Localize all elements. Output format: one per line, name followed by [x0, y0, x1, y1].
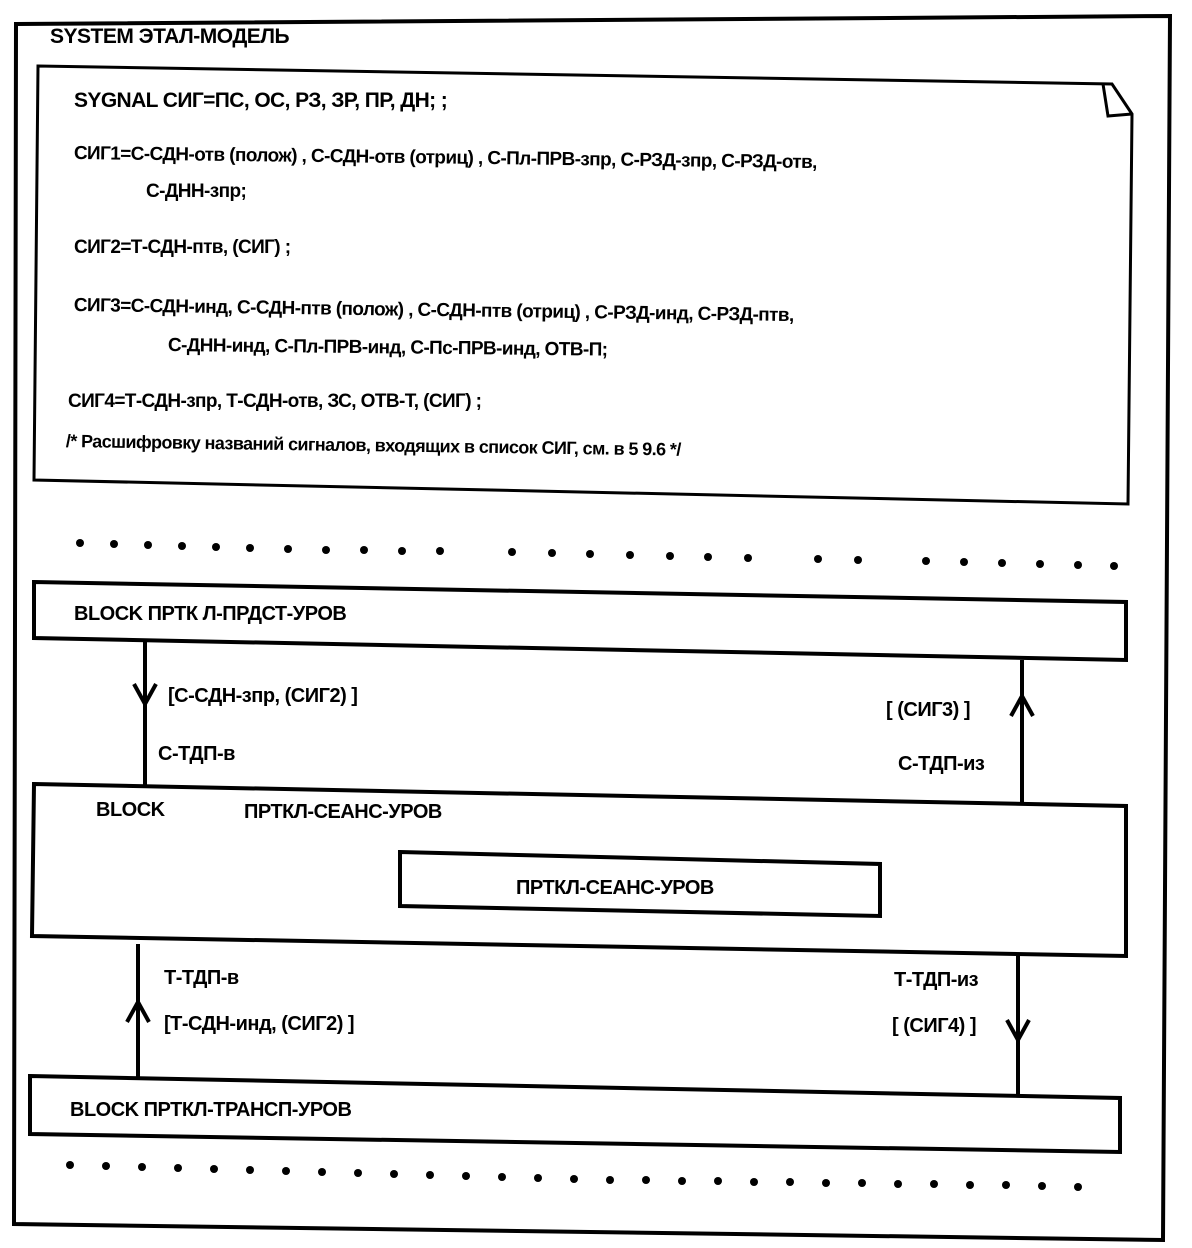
- signal-line-sig4: СИГ4=Т-СДН-зпр, Т-СДН-отв, ЗС, ОТВ-Т, (СИГ) ;: [68, 391, 482, 412]
- channel-lower-left-name: Т-ТДП-в: [164, 967, 239, 989]
- channel-lower-left-signals: [Т-СДН-инд, (СИГ2) ]: [164, 1013, 355, 1035]
- channel-upper-right-name: С-ТДП-из: [898, 753, 985, 775]
- block-session-label: BLOCK: [96, 799, 165, 821]
- channel-lower-right-name: Т-ТДП-из: [894, 969, 979, 991]
- folded-corner: [1103, 84, 1132, 116]
- dotted-row-upper: [76, 539, 1118, 570]
- signal-line-sig1-b: С-ДНН-зпр;: [146, 181, 247, 202]
- signal-line-sig1-a: СИГ1=С-СДН-отв (полож) , С-СДН-отв (отриц) , С-Пл-ПРВ-зпр, С-РЗД-зпр, С-РЗД-отв,: [73, 143, 817, 174]
- system-title: SYSTEM ЭТАЛ-МОДЕЛЬ: [50, 25, 290, 48]
- dotted-row-lower: [66, 1161, 1082, 1191]
- channel-upper-right-signals: [ (СИГ3) ]: [886, 699, 971, 721]
- channel-upper-left-name: С-ТДП-в: [158, 743, 235, 765]
- channel-upper-left-signals: [С-СДН-зпр, (СИГ2) ]: [168, 685, 358, 707]
- channel-lower-right-signals: [ (СИГ4) ]: [892, 1015, 977, 1037]
- signal-line-sygnal: SYGNAL СИГ=ПС, ОС, РЗ, ЗР, ПР, ДН; ;: [74, 89, 448, 112]
- block-transport-label: BLOCK ПРТКЛ-ТРАНСП-УРОВ: [70, 1099, 352, 1121]
- block-session-inner-label: ПРТКЛ-СЕАНС-УРОВ: [516, 877, 714, 899]
- signal-comment: /* Расшифровку названий сигналов, входящих в список СИГ, см. в 5 9.6 */: [65, 431, 681, 460]
- signal-line-sig3-a: СИГ3=С-СДН-инд, С-СДН-птв (полож) , С-СДН-птв (отриц) , С-РЗД-инд, С-РЗД-птв,: [73, 295, 794, 327]
- block-session-name: ПРТКЛ-СЕАНС-УРОВ: [244, 801, 442, 823]
- block-presentation-label: BLOCK ПРТК Л-ПРДСТ-УРОВ: [74, 603, 347, 625]
- signal-line-sig2: СИГ2=Т-СДН-птв, (СИГ) ;: [74, 237, 291, 258]
- signal-line-sig3-b: С-ДНН-инд, С-Пл-ПРВ-инд, С-Пс-ПРВ-инд, ОТВ-П;: [167, 335, 608, 361]
